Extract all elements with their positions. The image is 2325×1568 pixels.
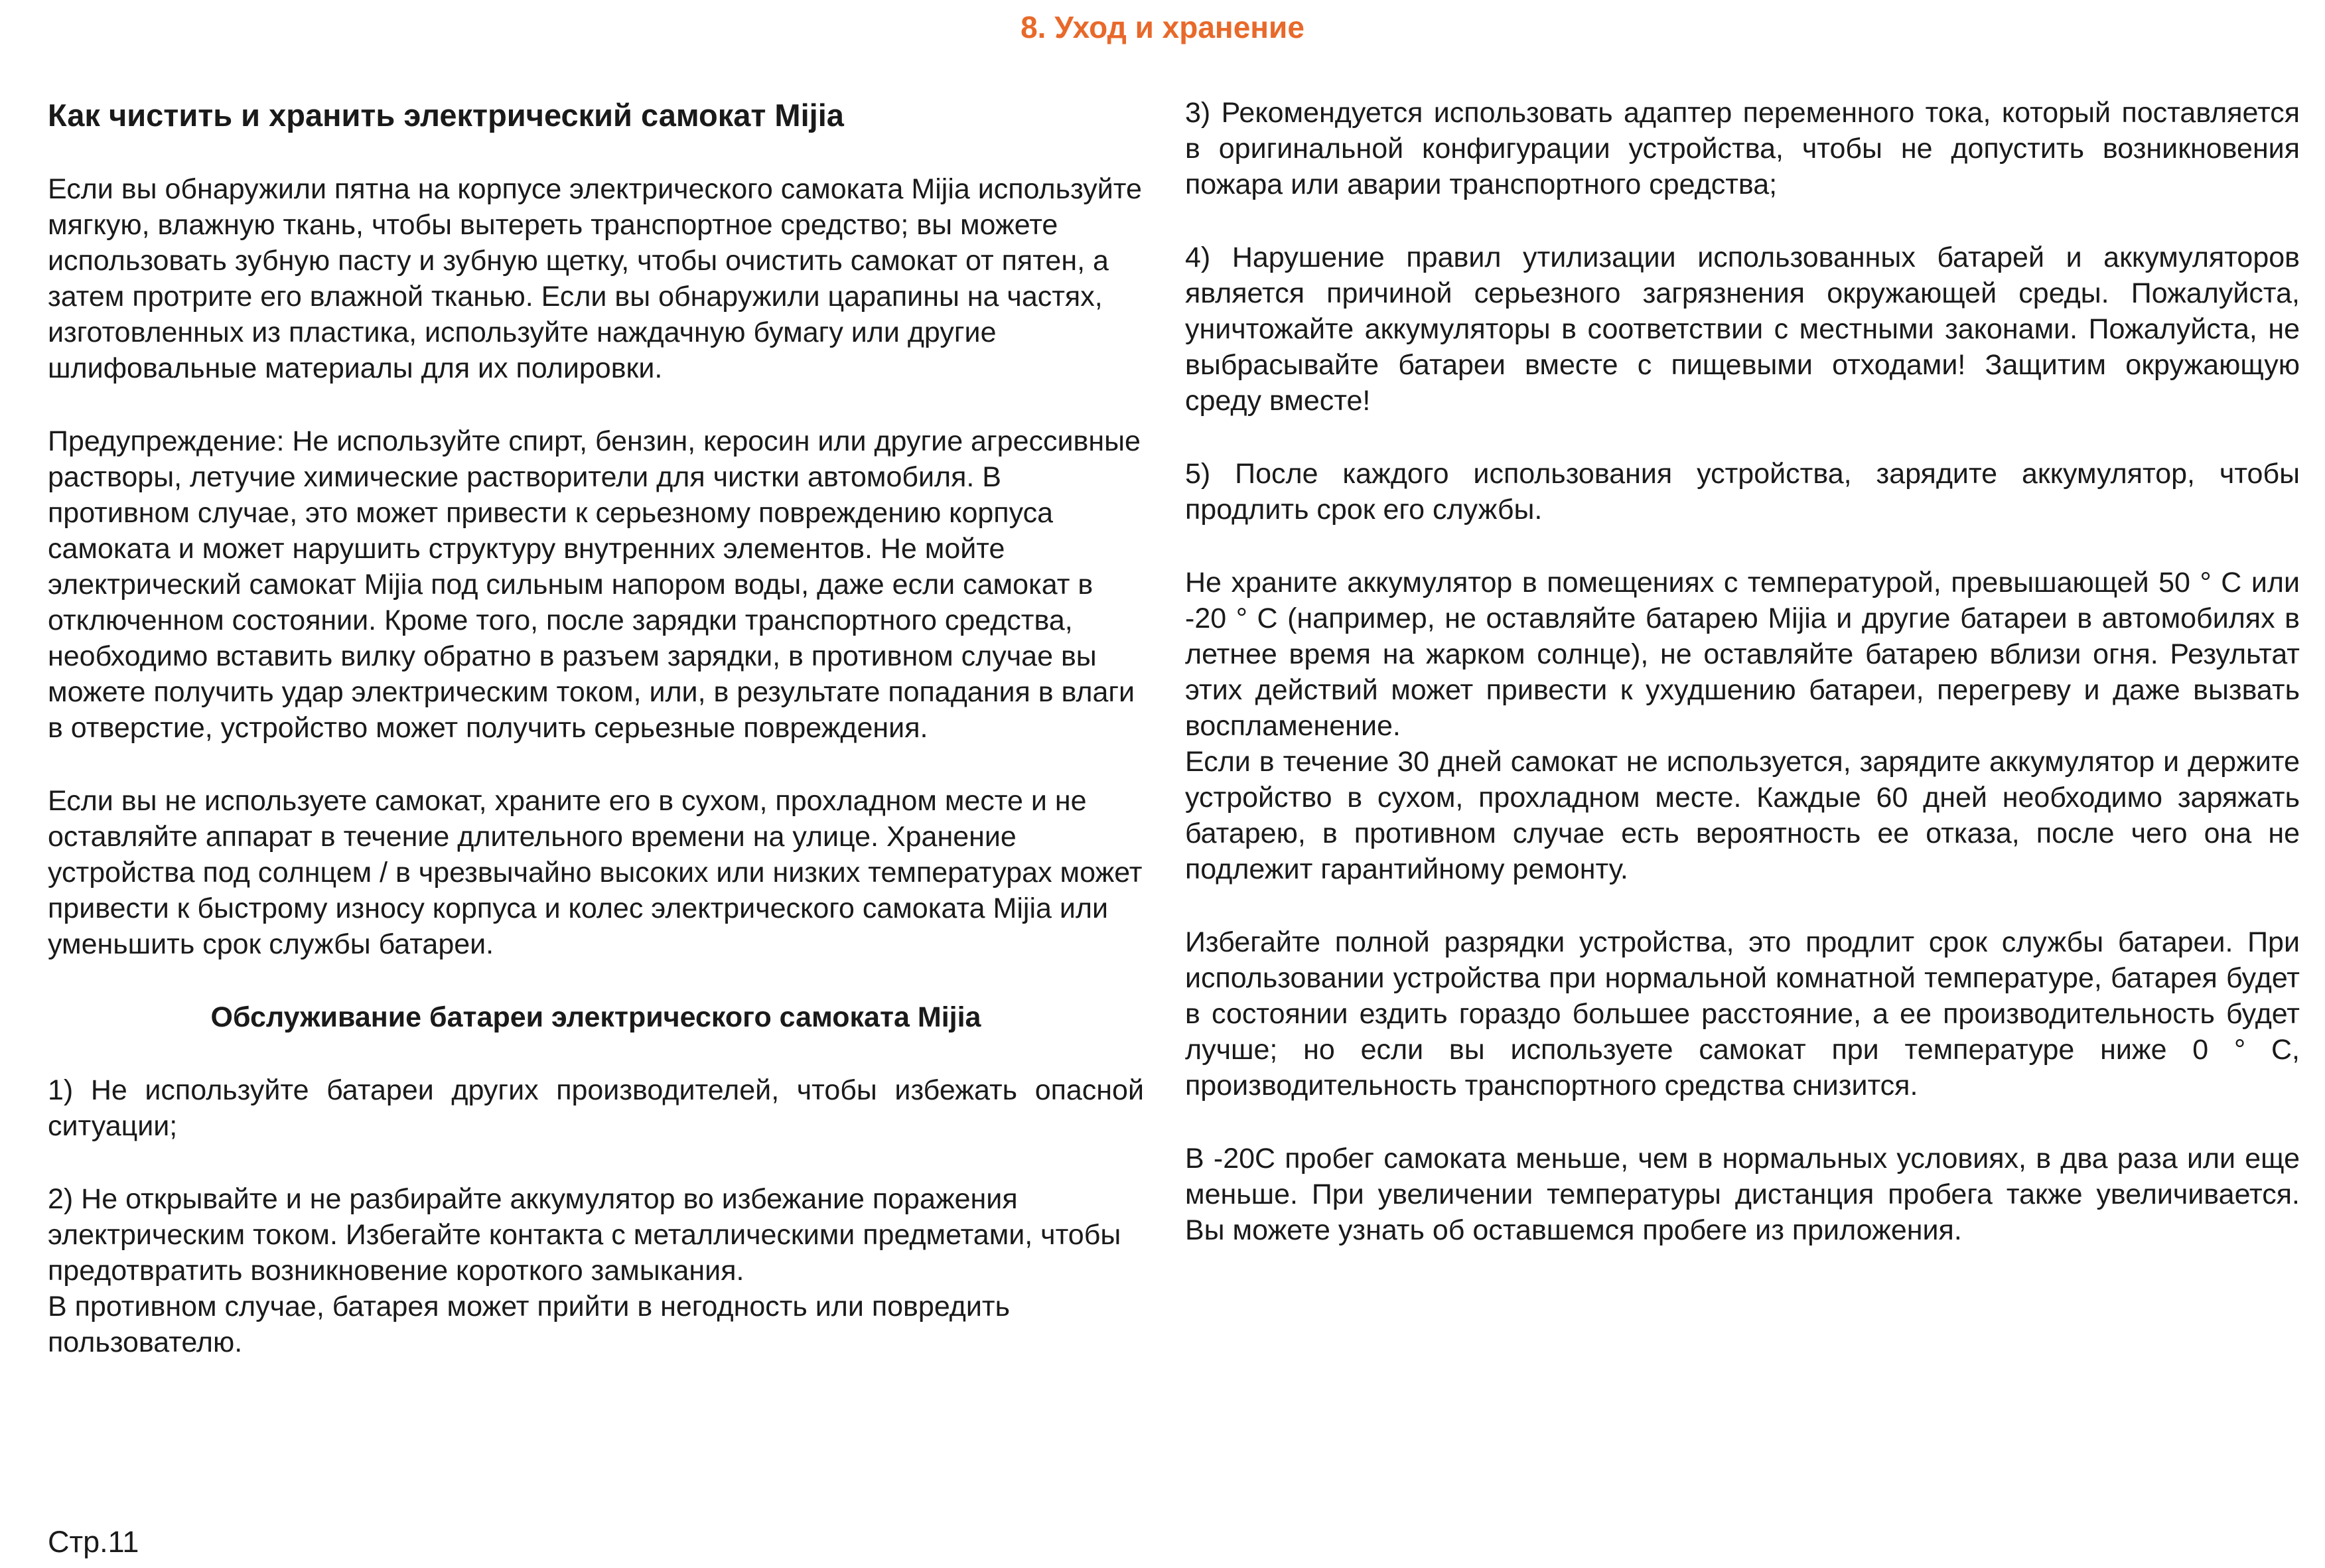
battery-item-2-continued: В противном случае, батарея может прийти в негодность или повредить пользователю. xyxy=(48,1291,1010,1358)
section-title: 8. Уход и хранение xyxy=(1021,10,1304,44)
battery-subheading: Обслуживание батареи электрического самоката Mijia xyxy=(210,1001,981,1033)
page-number: Стр.11 xyxy=(48,1525,139,1559)
battery-item-3: 3) Рекомендуется использовать адаптер переменного тока, который поставляется в оригинальной конфигурации устройства, чтобы не допустить возникновения пожара или аварии транспортного средства; xyxy=(1185,97,2300,200)
battery-item-4: 4) Нарушение правил утилизации использованных батарей и аккумуляторов является причиной серьезного загрязнения окружающей среды. Пожалуйста, уничтожайте аккумуляторы в соответствии с местными законами. Пожалуйста, не выбрасывайте батареи вместе с пищевыми отходами! Защитим окружающую среду вместе! xyxy=(1185,242,2300,417)
left-column xyxy=(48,97,1144,1360)
range-paragraph: В -20С пробег самоката меньше, чем в нормальных условиях, в два раза или еще меньше. При увеличении температуры дистанция пробега также увеличивается. Вы можете узнать об оставшемся пробеге из приложения. xyxy=(1185,1143,2300,1246)
main-heading: Как чистить и хранить электрический самокат Mijia xyxy=(48,98,844,133)
battery-item-5: 5) После каждого использования устройства, зарядите аккумулятор, чтобы продлить срок его службы. xyxy=(1185,458,2300,526)
right-column xyxy=(1185,95,2300,1248)
idle-charging-paragraph: Если в течение 30 дней самокат не используется, зарядите аккумулятор и держите устройство в сухом, прохладном месте. Каждые 60 дней необходимо заряжать батарею, в противном случае есть вероятность ее отказа, после чего она не подлежит гарантийному ремонту. xyxy=(1185,746,2300,885)
storage-paragraph: Если вы не используете самокат, храните его в сухом, прохладном месте и не оставляйте аппарат в течение длительного времени на улице. Хранение устройства под солнцем / в чрезвычайно высоких или низких температурах может привести к быстрому износу корпуса и колес электрического самоката Mijia или уменьшить срок службы батареи. xyxy=(48,785,1143,960)
cleaning-paragraph: Если вы обнаружили пятна на корпусе электрического самоката Mijia используйте мягкую, влажную ткань, чтобы вытереть транспортное средство; вы можете использовать зубную пасту и зубную щетку, чтобы очистить самокат от пятен, а затем протрите его влажной тканью. Если вы обнаружили царапины на частях, изготовленных из пластика, используйте наждачную бумагу или другие шлифовальные материалы для их полировки. xyxy=(48,173,1142,384)
warning-paragraph: Предупреждение: Не используйте спирт, бензин, керосин или другие агрессивные растворы, летучие химические растворители для чистки автомобиля. В противном случае, это может привести к серьезному повреждению корпуса самоката и может нарушить структуру внутренних элементов. Не мойте электрический самокат Mijia под сильным напором воды, даже если самокат в отключенном состоянии. Кроме того, после зарядки транспортного средства, необходимо вставить вилку обратно в разъем зарядки, в противном случае вы можете получить удар электрическим током, или, в результате попадания в влаги в отверстие, устройство может получить серьезные повреждения. xyxy=(48,425,1141,744)
battery-item-2: 2) Не открывайте и не разбирайте аккумулятор во избежание поражения электрическим током. Избегайте контакта с металлическими предметами, чтобы предотвратить возникновение короткого замыкания. xyxy=(48,1183,1121,1287)
battery-item-1: 1) Не используйте батареи других производителей, чтобы избежать опасной ситуации; xyxy=(48,1074,1144,1142)
temperature-paragraph: Не храните аккумулятор в помещениях с температурой, превышающей 50 ° C или -20 ° C (например, не оставляйте батарею Mijia и другие батареи в автомобилях в летнее время на жарком солнце), не оставляйте батарею вблизи огня. Результат этих действий может привести к ухудшению батареи, перегреву и даже вызвать воспламенение. xyxy=(1185,567,2300,742)
discharge-paragraph: Избегайте полной разрядки устройства, это продлит срок службы батареи. При использовании устройства при нормальной комнатной температуре, батарея будет в состоянии ездить гораздо большее расстояние, а ее производительность будет лучше; но если вы используете самокат при температуре ниже 0 ° C, производительность транспортного средства снизится. xyxy=(1185,926,2300,1102)
